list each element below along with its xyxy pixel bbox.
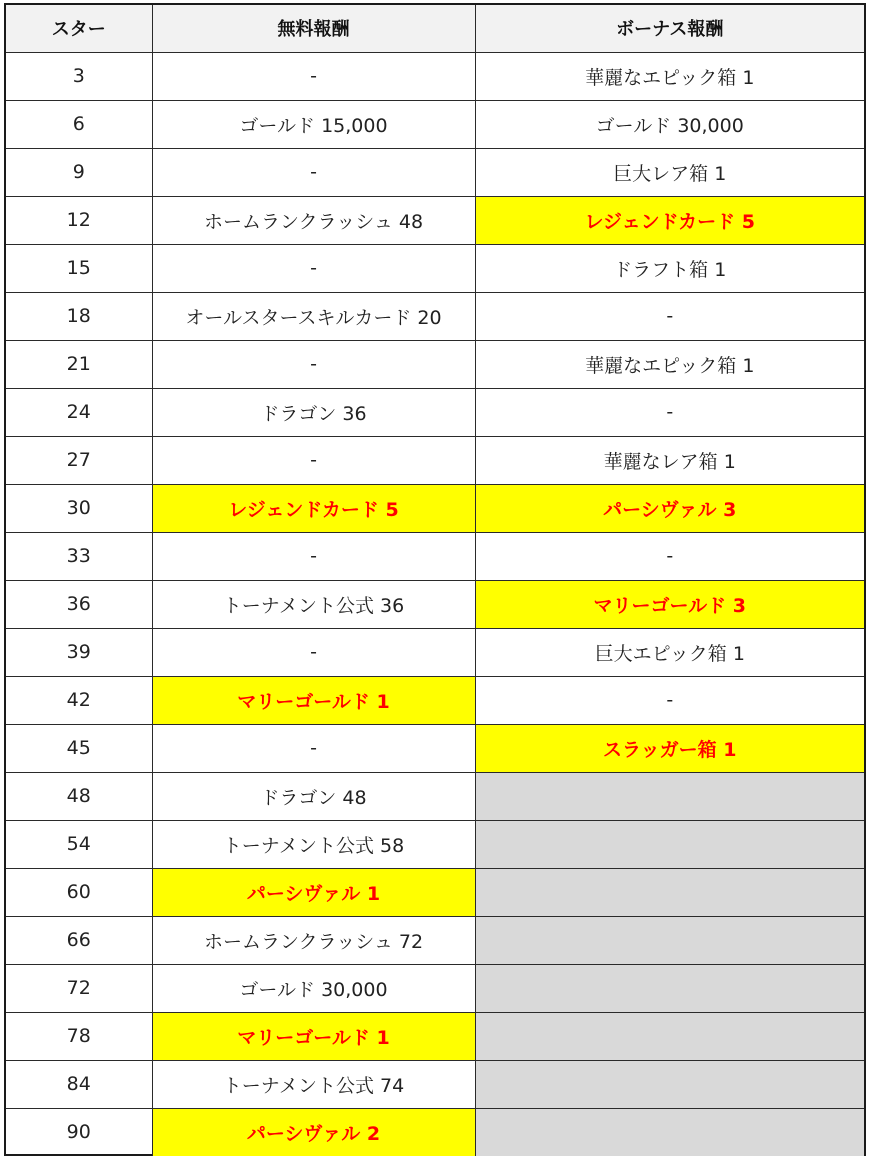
table-row [6, 148, 864, 196]
star-cell: 6 [6, 100, 152, 148]
bonus-reward-cell: 巨大レア箱 1 [475, 148, 864, 196]
table-row [6, 388, 864, 436]
reward-table-container [4, 3, 866, 1156]
bonus-reward-empty-cell [475, 1012, 864, 1060]
bonus-reward-cell: 華麗なレア箱 1 [475, 436, 864, 484]
bonus-reward-empty-cell [475, 820, 864, 868]
table-row [6, 628, 864, 676]
star-cell: 30 [6, 484, 152, 532]
table-row [6, 580, 864, 628]
free-reward-cell: マリーゴールド 1 [152, 1012, 475, 1060]
table-row [6, 964, 864, 1012]
star-reward-table [6, 5, 864, 1156]
bonus-reward-cell: - [475, 292, 864, 340]
table-row [6, 1060, 864, 1108]
bonus-reward-cell: マリーゴールド 3 [475, 580, 864, 628]
header-bonus-reward: ボーナス報酬 [475, 5, 864, 52]
bonus-reward-cell: スラッガー箱 1 [475, 724, 864, 772]
table-row [6, 724, 864, 772]
table-row [6, 244, 864, 292]
table-row [6, 484, 864, 532]
table-row [6, 916, 864, 964]
bonus-reward-cell: レジェンドカード 5 [475, 196, 864, 244]
bonus-reward-cell: - [475, 532, 864, 580]
table-row [6, 340, 864, 388]
star-cell: 90 [6, 1108, 152, 1156]
star-cell: 84 [6, 1060, 152, 1108]
free-reward-cell: - [152, 436, 475, 484]
header-row [6, 5, 864, 52]
free-reward-cell: ドラゴン 48 [152, 772, 475, 820]
bonus-reward-cell: - [475, 388, 864, 436]
header-star: スター [6, 5, 152, 52]
star-cell: 66 [6, 916, 152, 964]
star-cell: 24 [6, 388, 152, 436]
free-reward-cell: レジェンドカード 5 [152, 484, 475, 532]
free-reward-cell: トーナメント公式 58 [152, 820, 475, 868]
bonus-reward-cell: ドラフト箱 1 [475, 244, 864, 292]
bonus-reward-empty-cell [475, 868, 864, 916]
star-cell: 39 [6, 628, 152, 676]
bonus-reward-empty-cell [475, 772, 864, 820]
table-row [6, 1108, 864, 1156]
free-reward-cell: - [152, 724, 475, 772]
table-row [6, 868, 864, 916]
table-row [6, 820, 864, 868]
free-reward-cell: トーナメント公式 74 [152, 1060, 475, 1108]
table-row [6, 436, 864, 484]
star-cell: 36 [6, 580, 152, 628]
table-row [6, 100, 864, 148]
bonus-reward-cell: 華麗なエピック箱 1 [475, 52, 864, 100]
bonus-reward-empty-cell [475, 1108, 864, 1156]
free-reward-cell: - [152, 628, 475, 676]
bonus-reward-cell: 華麗なエピック箱 1 [475, 340, 864, 388]
free-reward-cell: ホームランクラッシュ 72 [152, 916, 475, 964]
bonus-reward-cell: パーシヴァル 3 [475, 484, 864, 532]
star-cell: 60 [6, 868, 152, 916]
star-cell: 54 [6, 820, 152, 868]
free-reward-cell: - [152, 148, 475, 196]
star-cell: 27 [6, 436, 152, 484]
table-row [6, 532, 864, 580]
star-cell: 15 [6, 244, 152, 292]
star-cell: 18 [6, 292, 152, 340]
free-reward-cell: ドラゴン 36 [152, 388, 475, 436]
star-cell: 42 [6, 676, 152, 724]
free-reward-cell: ホームランクラッシュ 48 [152, 196, 475, 244]
star-cell: 9 [6, 148, 152, 196]
table-row [6, 772, 864, 820]
star-cell: 78 [6, 1012, 152, 1060]
star-cell: 21 [6, 340, 152, 388]
free-reward-cell: ゴールド 15,000 [152, 100, 475, 148]
bonus-reward-empty-cell [475, 916, 864, 964]
free-reward-cell: マリーゴールド 1 [152, 676, 475, 724]
free-reward-cell: オールスタースキルカード 20 [152, 292, 475, 340]
free-reward-cell: パーシヴァル 2 [152, 1108, 475, 1156]
table-row [6, 676, 864, 724]
table-row [6, 196, 864, 244]
free-reward-cell: トーナメント公式 36 [152, 580, 475, 628]
table-row [6, 292, 864, 340]
free-reward-cell: ゴールド 30,000 [152, 964, 475, 1012]
free-reward-cell: - [152, 52, 475, 100]
star-cell: 33 [6, 532, 152, 580]
table-row [6, 52, 864, 100]
bonus-reward-empty-cell [475, 1060, 864, 1108]
table-row [6, 1012, 864, 1060]
free-reward-cell: - [152, 340, 475, 388]
star-cell: 48 [6, 772, 152, 820]
star-cell: 12 [6, 196, 152, 244]
header-free-reward: 無料報酬 [152, 5, 475, 52]
star-cell: 45 [6, 724, 152, 772]
bonus-reward-cell: ゴールド 30,000 [475, 100, 864, 148]
free-reward-cell: パーシヴァル 1 [152, 868, 475, 916]
star-cell: 3 [6, 52, 152, 100]
free-reward-cell: - [152, 244, 475, 292]
star-cell: 72 [6, 964, 152, 1012]
bonus-reward-cell: - [475, 676, 864, 724]
bonus-reward-empty-cell [475, 964, 864, 1012]
free-reward-cell: - [152, 532, 475, 580]
bonus-reward-cell: 巨大エピック箱 1 [475, 628, 864, 676]
